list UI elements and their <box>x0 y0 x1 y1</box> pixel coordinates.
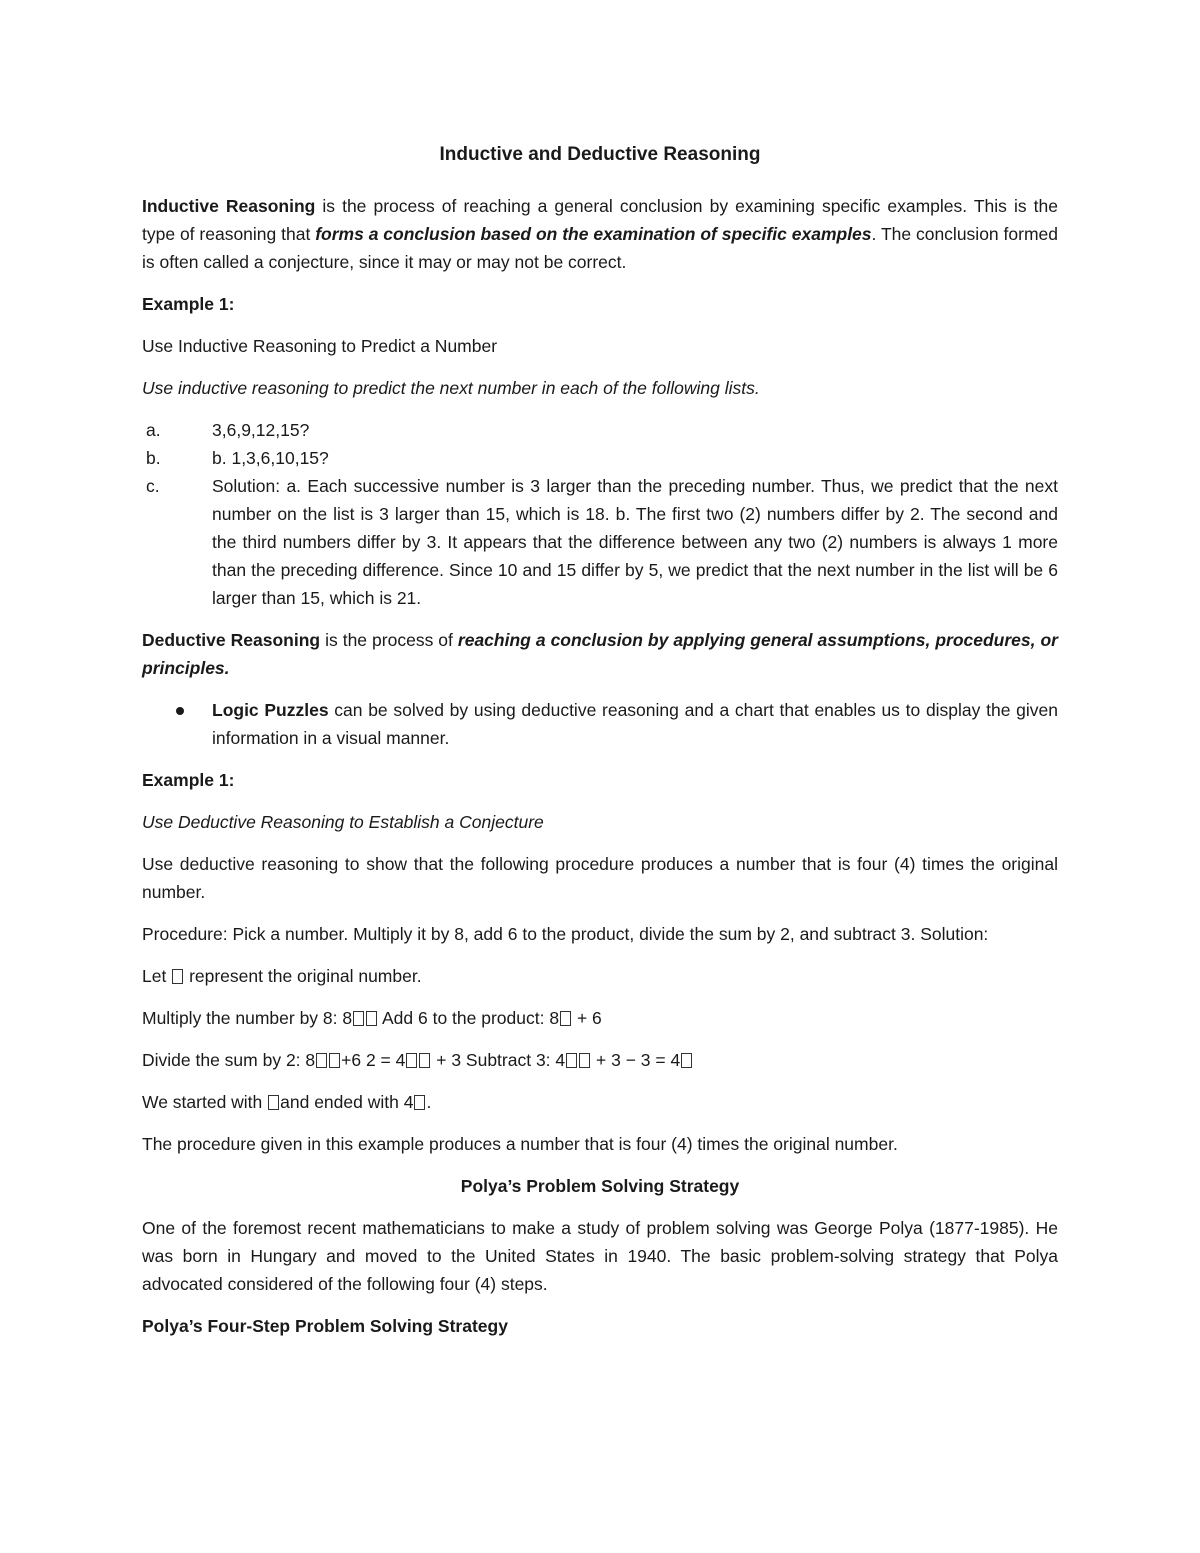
started-line-text-a: We started with <box>142 1092 268 1112</box>
example-1-label: Example 1: <box>142 294 235 314</box>
started-line <box>142 1088 1058 1116</box>
bullet-list <box>142 696 1058 752</box>
started-line-text-c: . <box>426 1092 432 1112</box>
let-line <box>142 962 1058 990</box>
example-2-label: Example 1: <box>142 770 235 790</box>
list-item-text: b. 1,3,6,10,15? <box>212 448 329 468</box>
missing-glyph-icon <box>579 1053 590 1068</box>
procedure-text: Procedure: Pick a number. Multiply it by 8, add 6 to the product, divide the sum by 2, and subtract 3. Solution: <box>142 924 989 944</box>
divide-line-text-d: + 3 − 3 = 4 <box>591 1050 681 1070</box>
list-item-text: 3,6,9,12,15? <box>212 420 310 440</box>
inductive-definition <box>142 192 1058 276</box>
list-item-text: Solution: a. Each successive number is 3 larger than the preceding number. Thus, we predict that the next number on the list is 3 larger than 15, which is 18. b. The first two (2) numbers differ by 2. The second and the third numbers differ by 3. It appears that the difference between any two (2) numbers is always 1 more than the preceding difference. Since 10 and 15 differ by 5, we predict that the next number in the list will be 6 larger than 15, which is 21. <box>212 476 1058 608</box>
example-2-title: Use Deductive Reasoning to Establish a Conjecture <box>142 812 544 832</box>
inductive-emphasis: forms a conclusion based on the examination of specific examples <box>315 224 872 244</box>
conclusion-text: The procedure given in this example produces a number that is four (4) times the original number. <box>142 1134 898 1154</box>
list-item <box>142 472 1058 612</box>
deductive-emphasis: reaching a conclusion by applying general assumptions, procedures, or principles. <box>142 630 1058 678</box>
document-content <box>142 140 1058 1354</box>
missing-glyph-icon <box>366 1011 377 1026</box>
missing-glyph-icon <box>560 1011 571 1026</box>
example-1-title: Use Inductive Reasoning to Predict a Number <box>142 336 498 356</box>
list-item <box>142 696 1058 752</box>
multiply-line-text-b: Add 6 to the product: 8 <box>378 1008 560 1028</box>
bullet-icon <box>176 707 184 715</box>
multiply-line-text-c: + 6 <box>572 1008 602 1028</box>
page-title: Inductive and Deductive Reasoning <box>439 144 761 165</box>
deductive-definition <box>142 626 1058 682</box>
missing-glyph-icon <box>406 1053 417 1068</box>
list-item <box>142 416 1058 444</box>
list-marker: b. <box>146 448 161 468</box>
example-2-instruction: Use deductive reasoning to show that the following procedure produces a number that is four (4) times the original number. <box>142 854 1058 902</box>
missing-glyph-icon <box>172 969 183 984</box>
example-1-instruction: Use inductive reasoning to predict the next number in each of the following lists. <box>142 378 760 398</box>
inductive-text-2: . The conclusion formed is often called a conjecture, since it may or may not be correct. <box>142 224 1058 272</box>
bullet-text: can be solved by using deductive reasoning and a chart that enables us to display the given information in a visual manner. <box>212 700 1058 748</box>
list-marker: a. <box>146 420 161 440</box>
deductive-term: Deductive Reasoning <box>142 630 321 650</box>
missing-glyph-icon <box>353 1011 364 1026</box>
divide-line <box>142 1046 1058 1074</box>
multiply-line <box>142 1004 1058 1032</box>
let-line-text-a: Let <box>142 966 172 986</box>
missing-glyph-icon <box>419 1053 430 1068</box>
divide-line-text-b: +6 2 = 4 <box>341 1050 406 1070</box>
example-1-list <box>142 416 1058 612</box>
bullet-term: Logic Puzzles <box>212 700 329 720</box>
missing-glyph-icon <box>681 1053 692 1068</box>
missing-glyph-icon <box>316 1053 327 1068</box>
divide-line-text-c: + 3 Subtract 3: 4 <box>431 1050 566 1070</box>
deductive-text-1: is the process of <box>320 630 458 650</box>
inductive-text-1: is the process of reaching a general conclusion by examining specific examples. This is the type of reasoning that <box>142 196 1058 244</box>
four-step-heading: Polya’s Four-Step Problem Solving Strategy <box>142 1316 508 1336</box>
multiply-line-text-a: Multiply the number by 8: 8 <box>142 1008 353 1028</box>
started-line-text-b: and ended with 4 <box>280 1092 414 1112</box>
missing-glyph-icon <box>329 1053 340 1068</box>
inductive-term: Inductive Reasoning <box>142 196 316 216</box>
missing-glyph-icon <box>566 1053 577 1068</box>
polya-heading: Polya’s Problem Solving Strategy <box>460 1176 740 1196</box>
divide-line-text-a: Divide the sum by 2: 8 <box>142 1050 316 1070</box>
let-line-text-b: represent the original number. <box>184 966 422 986</box>
list-marker: c. <box>146 476 160 496</box>
polya-text: One of the foremost recent mathematicians to make a study of problem solving was George Polya (1877-1985). He was born in Hungary and moved to the United States in 1940. The basic problem-solving strategy that Polya advocated considered of the following four (4) steps. <box>142 1218 1058 1294</box>
missing-glyph-icon <box>268 1095 279 1110</box>
list-item <box>142 444 1058 472</box>
missing-glyph-icon <box>414 1095 425 1110</box>
